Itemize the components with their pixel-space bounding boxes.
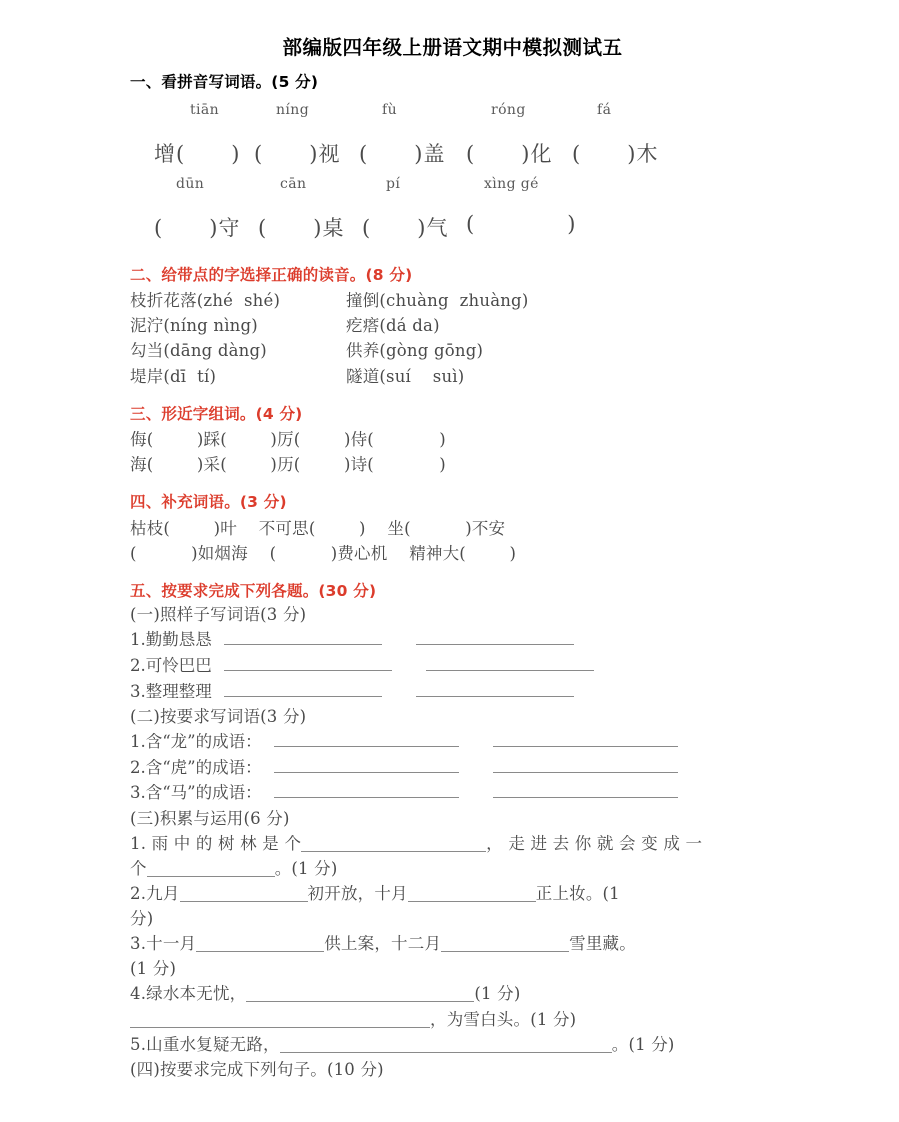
pinyin-row-1 xyxy=(154,102,775,138)
accumulation-q1-cont xyxy=(130,856,775,881)
write-word-row xyxy=(130,653,775,679)
hanzi-2-4[interactable]: ( ) xyxy=(466,211,577,236)
accumulation-q5-text-a: 5.山重水复疑无路， xyxy=(130,1034,280,1054)
pronunciation-right-1[interactable]: 撞倒(chuàng zhuàng) xyxy=(346,291,529,311)
pinyin-2-4: xìng gé xyxy=(484,175,539,192)
hanzi-1-4[interactable]: ( )化 xyxy=(466,141,553,166)
section-4-body xyxy=(130,516,775,566)
pinyin-1-1: tiān xyxy=(190,101,220,118)
pronunciation-item-row xyxy=(130,313,775,338)
similar-char-row-2[interactable]: 海( )采( )历( )诗( ) xyxy=(130,455,446,475)
hanzi-row-1 xyxy=(154,138,775,176)
similar-char-row-1[interactable]: 侮( )踩( )厉( )侍( ) xyxy=(130,430,446,450)
hanzi-1-3[interactable]: ( )盖 xyxy=(359,141,446,166)
write-word-blank-2b[interactable] xyxy=(426,653,594,671)
accumulation-q4-blank-a[interactable] xyxy=(246,984,474,1002)
accumulation-q3-cont: (1 分) xyxy=(130,959,177,979)
pinyin-1-4: róng xyxy=(491,101,526,118)
page-title: 部编版四年级上册语文期中模拟测试五 xyxy=(282,36,623,59)
hanzi-1-1[interactable]: 增( ) xyxy=(154,141,241,166)
pinyin-1-3: fù xyxy=(382,101,397,118)
accumulation-q2-blank-a[interactable] xyxy=(180,884,308,902)
accumulation-q1-text-a: 1. 雨 中 的 树 林 是 个 xyxy=(130,833,302,853)
accumulation-q2 xyxy=(130,881,775,906)
idiom-blank-3b[interactable] xyxy=(493,780,678,798)
pronunciation-right-3[interactable]: 供养(gòng gōng) xyxy=(346,341,484,361)
pinyin-2-2: cān xyxy=(280,175,307,192)
idiom-row xyxy=(130,755,775,781)
accumulation-q5-text-b: 。(1 分) xyxy=(611,1034,675,1054)
section-5-part-3-label: (三)积累与运用(6 分) xyxy=(130,808,290,828)
hanzi-2-1[interactable]: ( )守 xyxy=(154,215,241,240)
pinyin-2-1: dūn xyxy=(176,175,205,192)
accumulation-q2-text-a: 2.九月 xyxy=(130,884,180,904)
accumulation-q5-blank[interactable] xyxy=(280,1035,612,1053)
hanzi-1-2[interactable]: ( )视 xyxy=(254,141,341,166)
idiom-row xyxy=(130,780,775,806)
pronunciation-item-row xyxy=(130,338,775,363)
write-word-blank-1b[interactable] xyxy=(416,627,574,645)
accumulation-q4-text-c: ，为雪白头。(1 分) xyxy=(430,1009,577,1029)
pronunciation-left-1[interactable]: 枝折花落(zhé shé) xyxy=(130,291,281,311)
accumulation-q3-blank-b[interactable] xyxy=(441,934,569,952)
write-word-blank-1a[interactable] xyxy=(224,627,382,645)
idiom-label-3: 3.含“马”的成语： xyxy=(130,783,262,803)
pronunciation-item-row xyxy=(130,364,775,389)
section-3-heading: 三、形近字组词。(4 分) xyxy=(130,404,303,423)
write-word-row xyxy=(130,679,775,705)
accumulation-q4-cont xyxy=(130,1007,775,1032)
write-word-blank-3b[interactable] xyxy=(416,679,574,697)
idiom-blank-1b[interactable] xyxy=(493,729,678,747)
write-word-blank-3a[interactable] xyxy=(224,679,382,697)
accumulation-q1 xyxy=(130,831,775,856)
idiom-blank-2a[interactable] xyxy=(274,755,459,773)
accumulation-q1-blank-b[interactable] xyxy=(147,859,275,877)
pinyin-2-3: pí xyxy=(386,175,401,192)
accumulation-q1-text-d: 。(1 分) xyxy=(274,859,338,879)
section-4-heading: 四、补充词语。(3 分) xyxy=(130,493,287,512)
accumulation-q5 xyxy=(130,1032,775,1057)
pinyin-exercise-block xyxy=(130,102,775,250)
accumulation-q1-blank-a[interactable] xyxy=(301,834,486,852)
accumulation-q2-text-c: 正上妆。(1 xyxy=(535,884,620,904)
section-5-part-4-label: (四)按要求完成下列句子。(10 分) xyxy=(130,1059,384,1079)
accumulation-q3-blank-a[interactable] xyxy=(196,934,324,952)
accumulation-q3 xyxy=(130,931,775,956)
accumulation-q1-text-c: 个 xyxy=(130,859,147,879)
accumulation-q2-cont: 分) xyxy=(130,909,154,929)
hanzi-2-3[interactable]: ( )气 xyxy=(362,215,449,240)
accumulation-q2-blank-b[interactable] xyxy=(408,884,536,902)
section-5-part-2-label: (二)按要求写词语(3 分) xyxy=(130,707,307,727)
hanzi-2-2[interactable]: ( )桌 xyxy=(258,215,345,240)
accumulation-q4-text-a: 4.绿水本无忧， xyxy=(130,984,247,1004)
complete-word-row-2[interactable]: ( )如烟海 ( )费心机 精神大( ) xyxy=(130,543,517,563)
write-word-label-1: 1.勤勤恳恳 xyxy=(130,630,212,650)
write-word-label-3: 3.整理整理 xyxy=(130,681,212,701)
pronunciation-right-2[interactable]: 疙瘩(dá da) xyxy=(346,316,440,336)
pronunciation-left-3[interactable]: 勾当(dāng dàng) xyxy=(130,341,267,361)
accumulation-q2-text-b: 初开放，十月 xyxy=(307,884,408,904)
accumulation-q4 xyxy=(130,981,775,1006)
write-word-row xyxy=(130,627,775,653)
section-1-heading: 一、看拼音写词语。(5 分) xyxy=(130,73,319,92)
document-content xyxy=(130,36,775,1082)
pinyin-row-2 xyxy=(154,176,775,212)
pronunciation-left-2[interactable]: 泥泞(níng nìng) xyxy=(130,316,258,336)
section-2-body xyxy=(130,288,775,388)
section-5-heading: 五、按要求完成下列各题。(30 分) xyxy=(130,581,377,600)
write-word-blank-2a[interactable] xyxy=(224,653,392,671)
idiom-blank-2b[interactable] xyxy=(493,755,678,773)
idiom-blank-3a[interactable] xyxy=(274,780,459,798)
pronunciation-left-4[interactable]: 堤岸(dī tí) xyxy=(130,366,217,386)
idiom-label-2: 2.含“虎”的成语： xyxy=(130,757,262,777)
write-word-label-2: 2.可怜巴巴 xyxy=(130,656,212,675)
accumulation-q3-text-b: 供上案，十二月 xyxy=(324,934,442,954)
complete-word-row-1[interactable]: 枯枝( )叶 不可思( ) 坐( )不安 xyxy=(130,518,506,538)
hanzi-row-2 xyxy=(154,212,775,250)
idiom-blank-1a[interactable] xyxy=(274,729,459,747)
accumulation-q3-text-a: 3.十一月 xyxy=(130,934,197,954)
section-2-heading: 二、给带点的字选择正确的读音。(8 分) xyxy=(130,265,413,284)
section-3-body xyxy=(130,427,775,477)
accumulation-q1-text-b: ， 走 进 去 你 就 会 变 成 一 xyxy=(486,833,703,853)
idiom-row xyxy=(130,729,775,755)
accumulation-q4-text-b: (1 分) xyxy=(474,984,521,1004)
section-5-part-1-label: (一)照样子写词语(3 分) xyxy=(130,605,307,625)
pronunciation-item-row xyxy=(130,288,775,313)
pinyin-1-2: níng xyxy=(276,101,310,118)
accumulation-q3-text-c: 雪里藏。 xyxy=(569,934,636,954)
idiom-label-1: 1.含“龙”的成语： xyxy=(130,732,262,752)
pronunciation-right-4[interactable]: 隧道(suí suì) xyxy=(346,366,465,386)
accumulation-q4-blank-b[interactable] xyxy=(130,1010,430,1028)
hanzi-1-5[interactable]: ( )木 xyxy=(572,141,659,166)
pinyin-1-5: fá xyxy=(597,101,612,118)
